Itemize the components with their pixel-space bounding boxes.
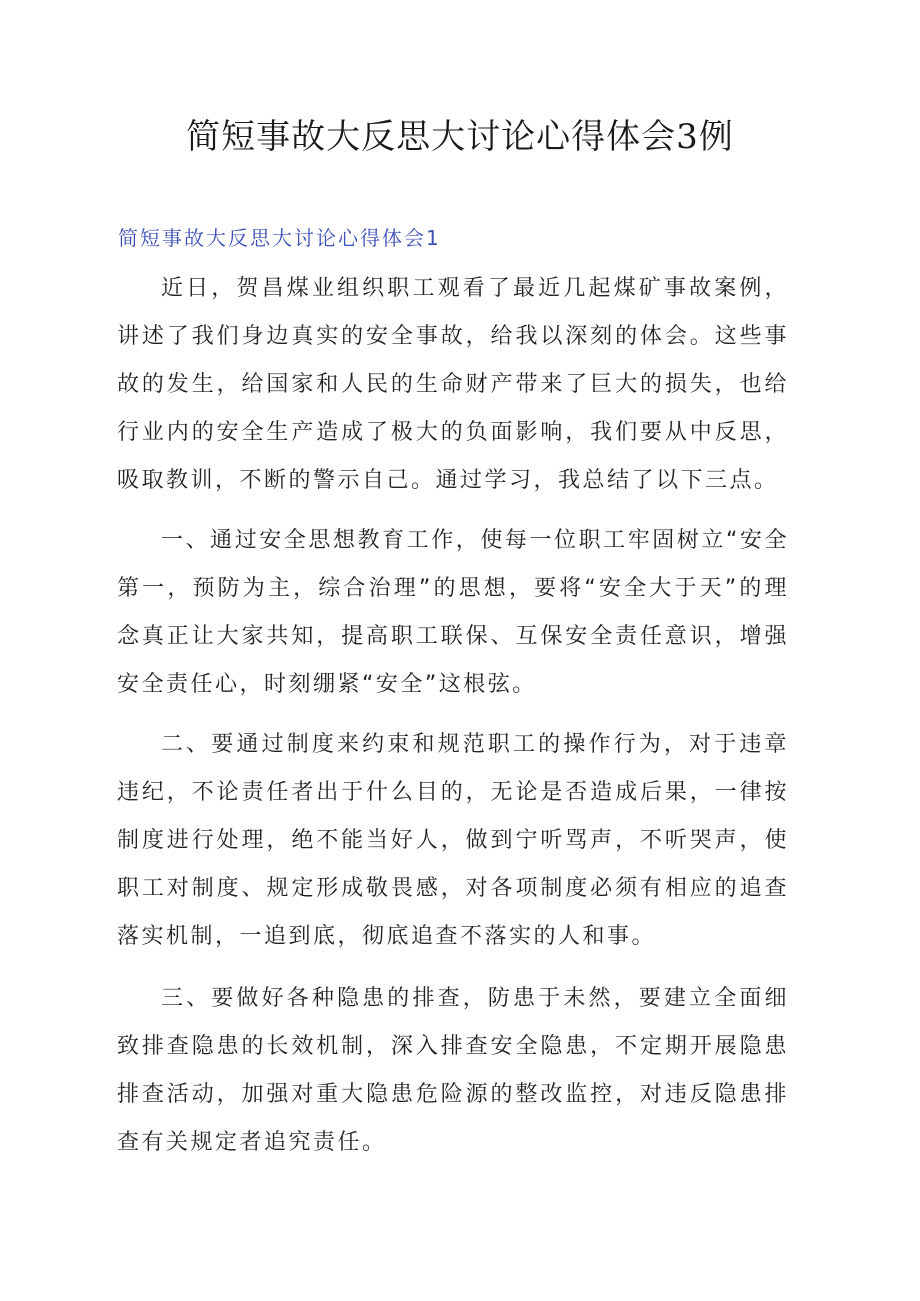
section-heading[interactable]: 简短事故大反思大讨论心得体会1 xyxy=(118,226,441,250)
paragraph-point-2: 二、要通过制度来约束和规范职工的操作行为，对于违章违纪，不论责任者出于什么目的，无论是否造成后果，一律按制度进行处理，绝不能当好人，做到宁听骂声，不听哭声，使职工对制度、规定形成敬畏感，对各项制度必须有相应的追查落实机制，一追到底，彻底追查不落实的人和事。 xyxy=(117,732,789,949)
document-title: 简短事故大反思大讨论心得体会3例 xyxy=(186,117,734,157)
paragraph-point-1: 一、通过安全思想教育工作，使每一位职工牢固树立“安全第一，预防为主，综合治理”的思想，要将“安全大于天”的理念真正让大家共知，提高职工联保、互保安全责任意识，增强安全责任心，时刻绷紧“安全”这根弦。 xyxy=(117,528,789,697)
paragraph-point-3: 三、要做好各种隐患的排查，防患于未然，要建立全面细致排查隐患的长效机制，深入排查安全隐患，不定期开展隐患排查活动，加强对重大隐患危险源的整改监控，对违反隐患排查有关规定者追究责任。 xyxy=(117,986,789,1155)
paragraph-intro: 近日，贺昌煤业组织职工观看了最近几起煤矿事故案例，讲述了我们身边真实的安全事故，给我以深刻的体会。这些事故的发生，给国家和人民的生命财产带来了巨大的损失，也给行业内的安全生产造成了极大的负面影响，我们要从中反思，吸取教训，不断的警示自己。通过学习，我总结了以下三点。 xyxy=(117,276,789,493)
